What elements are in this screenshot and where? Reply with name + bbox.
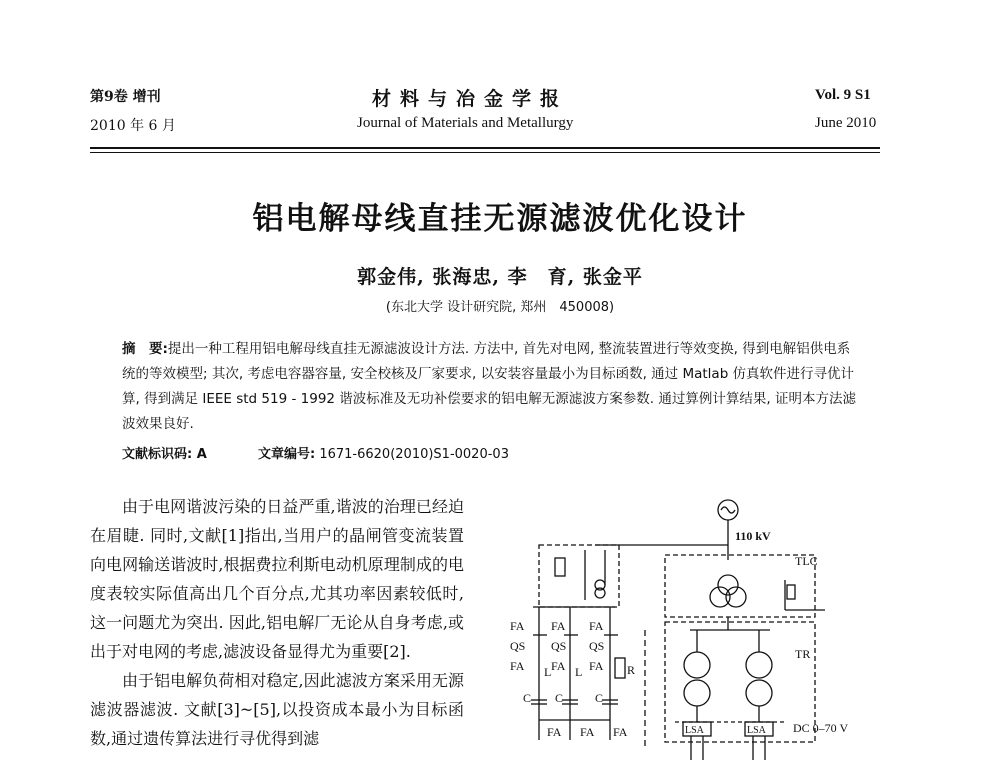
label-fa-5: FA [551,659,566,673]
abstract-label: 摘 要: [122,341,168,357]
author-list: 郭金伟, 张海忠, 李 育, 张金平 [357,266,643,288]
label-fa-2: FA [551,619,566,633]
affiliation: (东北大学 设计研究院, 郑州 450008) [385,300,615,315]
abstract [122,337,862,437]
volume-label: 第9卷 增刊 [90,89,161,105]
date-label: 2010 年 6 月 [90,118,176,134]
label-dc: DC 0–70 V [793,721,849,735]
label-fa-6: FA [589,659,604,673]
label-qs-1: QS [510,639,526,653]
volume-en: Vol. 9 S1 [815,87,871,103]
label-l-1: L [544,665,552,679]
label-qs-3: QS [589,639,605,653]
date-en: June 2010 [815,115,877,131]
label-110kv: 110 kV [735,529,771,543]
label-qs-2: QS [551,639,567,653]
label-lsa-2: LSA [747,725,766,736]
label-l-2: L [575,665,583,679]
label-fa-9: FA [613,725,628,739]
label-fa-8: FA [580,725,595,739]
label-c-3: C [595,691,604,705]
label-r: R [627,663,636,677]
label-c-2: C [555,691,564,705]
article-title: 铝电解母线直挂无源滤波优化设计 [252,201,748,237]
circuit-diagram [495,490,875,760]
label-tr: TR [795,647,811,661]
journal-name-cn: 材料与冶金学报 [372,88,569,110]
doc-code: 文献标识码: A [122,447,207,462]
header-rule-bottom [90,152,880,153]
body-column-left [90,492,464,753]
journal-name-en: Journal of Materials and Metallurgy [357,115,574,131]
label-fa-4: FA [510,659,525,673]
label-c-1: C [523,691,532,705]
article-number: 文章编号: 1671-6620(2010)S1-0020-03 [258,447,509,462]
body-paragraph-2: 由于铝电解负荷相对稳定,因此滤波方案采用无源滤波器滤波. 文献[3]~[5],以投资成本最小为目标函数,通过遗传算法进行寻优得到滤 [90,671,464,748]
label-lsa-1: LSA [685,725,704,736]
abstract-text: 提出一种工程用铝电解母线直挂无源滤波设计方法. 方法中, 首先对电网, 整流装置进行等效变换, 得到电解铝供电系统的等效模型; 其次, 考虑电容器容量, 安全校核及厂家要求, 以安装容量最小为目标函数, 通过 Matlab 仿真软件进行寻优计算, 得到满足 IEEE std 519 - 1992 谐波标准及无功补偿要求的铝电解无源滤波方案参数. 通过算例计算结果, 证明本方法滤波效果良好. [122,341,856,432]
body-paragraph-1: 由于电网谐波污染的日益严重,谐波的治理已经迫在眉睫. 同时,文献[1]指出,当用户的晶闸管变流装置向电网输送谐波时,根据费拉利斯电动机原理制成的电度表较实际值高出几个百分点,尤其功率因素较低时,这一问题尤为突出. 因此,铝电解厂无论从自身考虑,或出于对电网的考虑,滤波设备显得尤为重要[2]. [90,497,464,661]
label-fa-7: FA [547,725,562,739]
label-fa-3: FA [589,619,604,633]
header-rule-top [90,147,880,149]
label-fa-1: FA [510,619,525,633]
label-tlc: TLC [795,554,818,568]
